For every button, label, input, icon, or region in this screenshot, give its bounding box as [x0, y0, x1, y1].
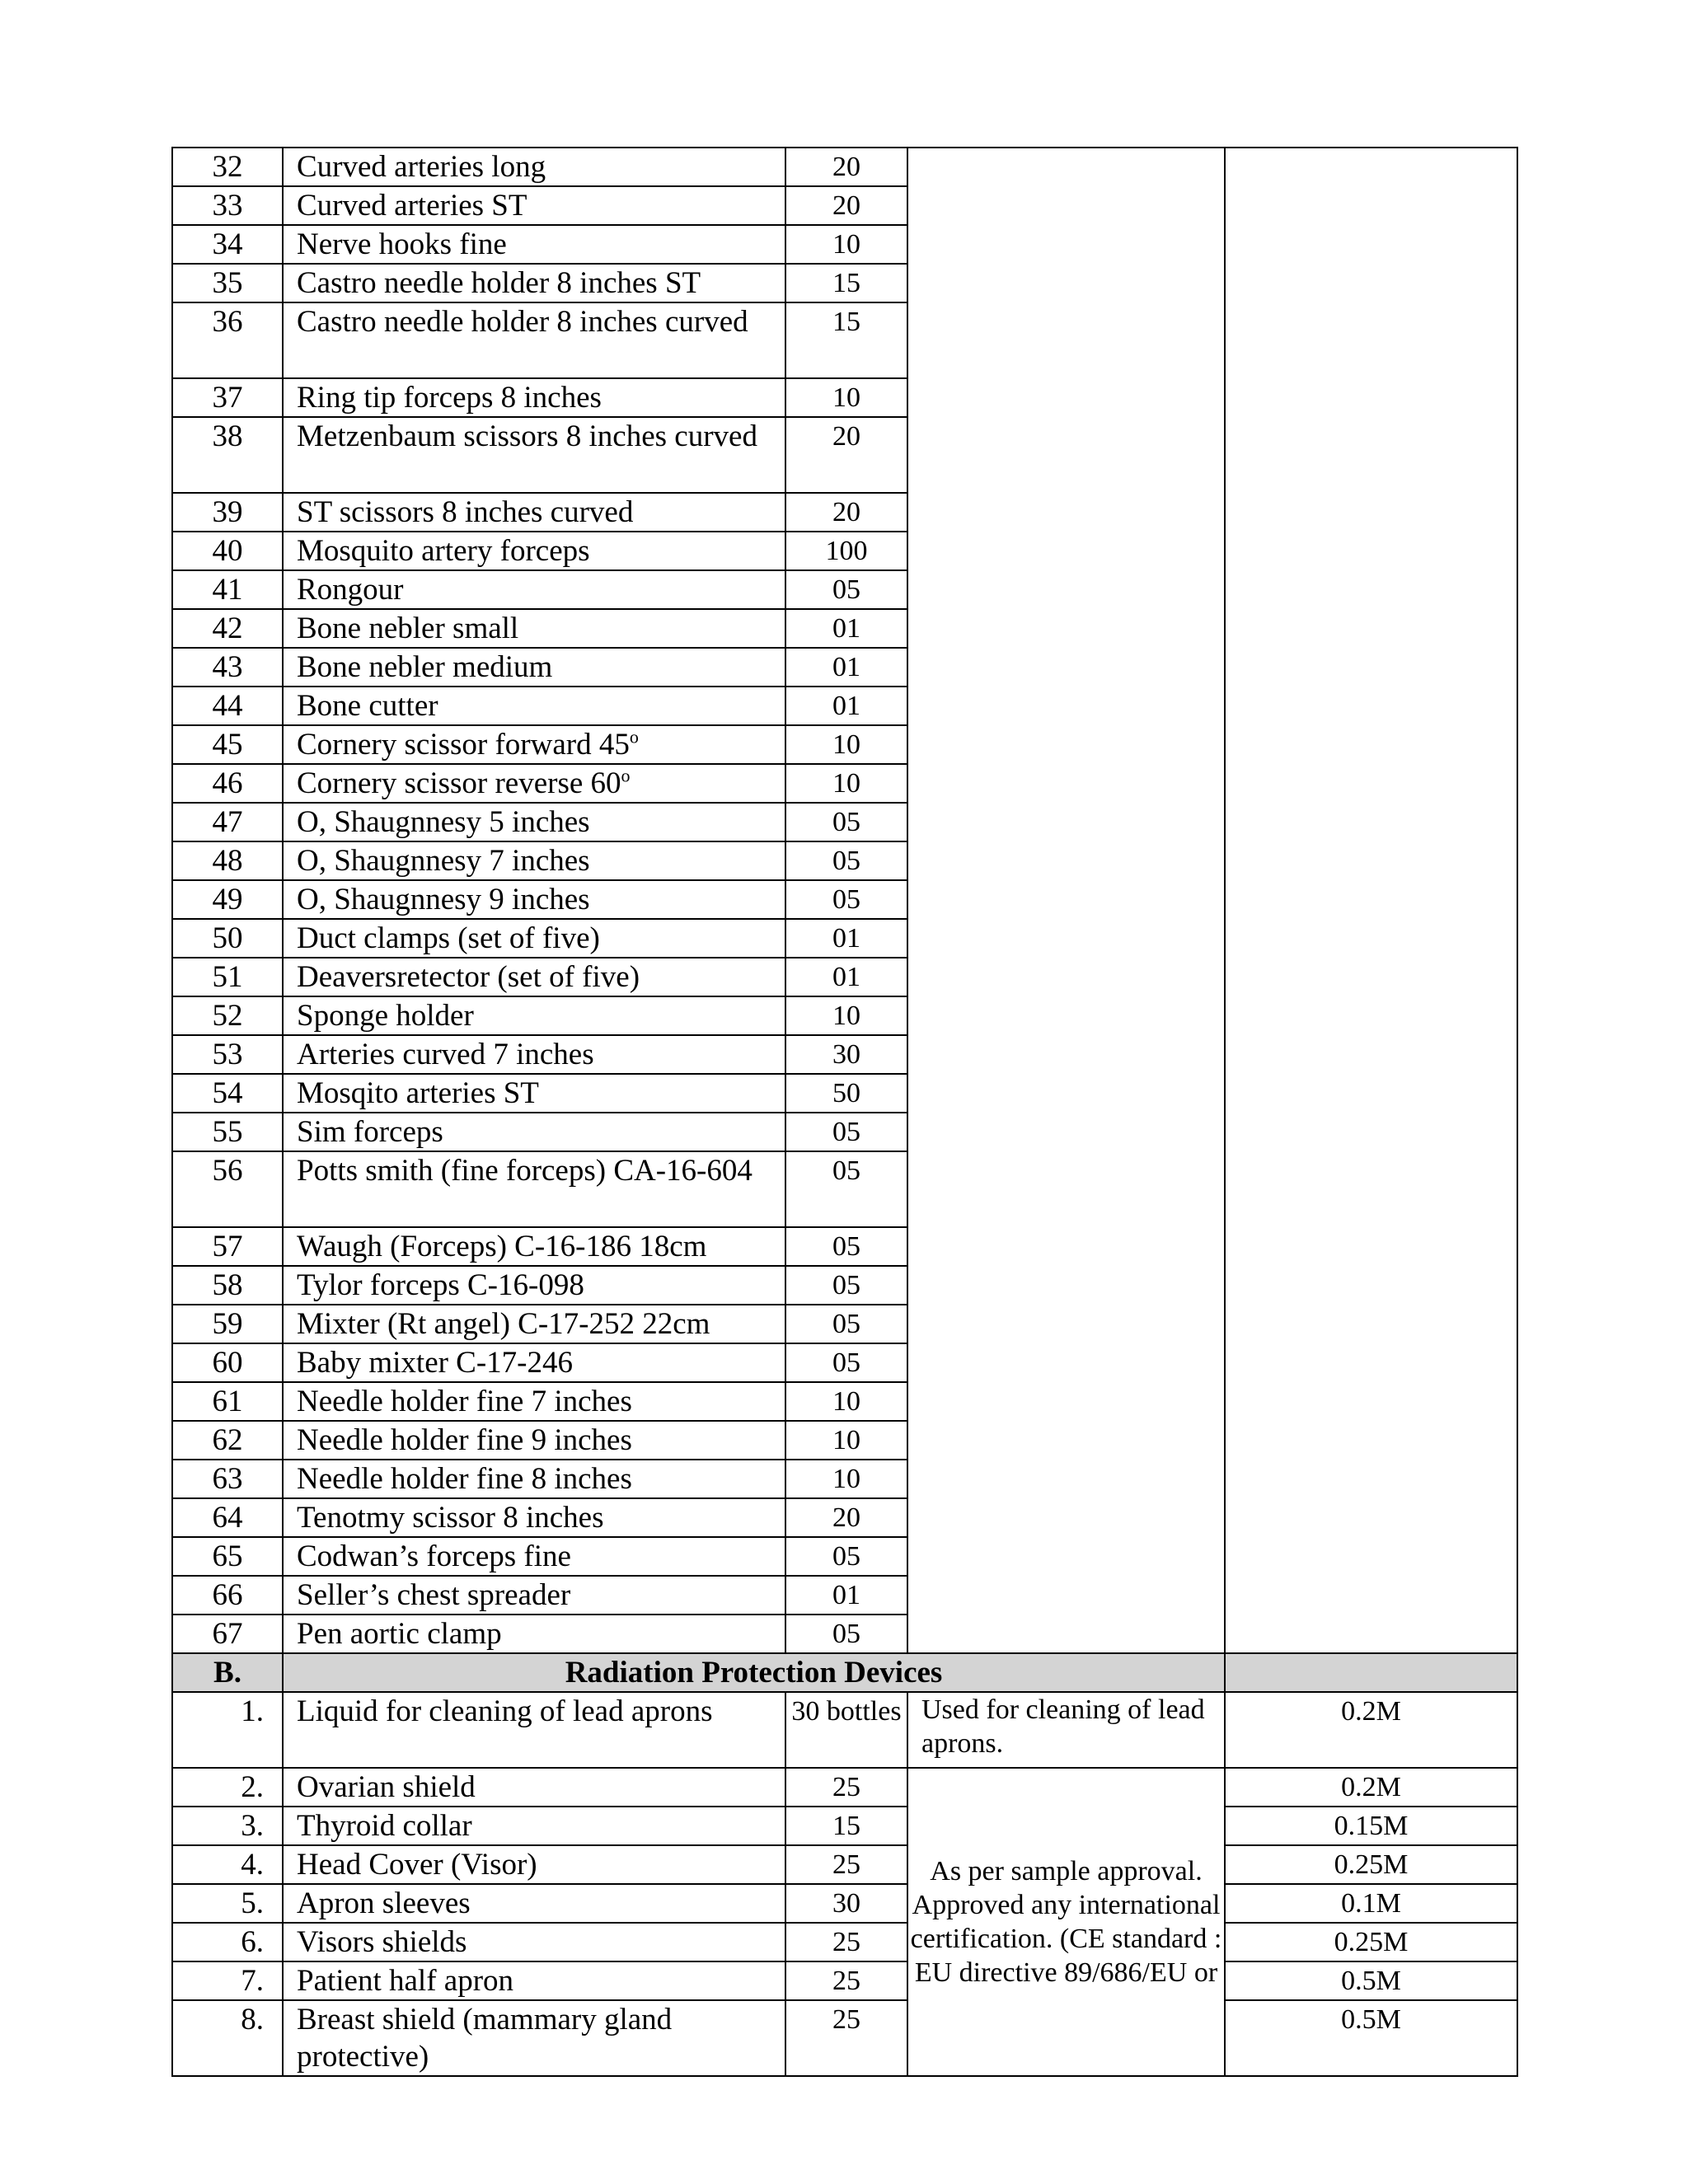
item-description: Potts smith (fine forceps) CA-16-604 — [283, 1151, 785, 1227]
item-number: 41 — [172, 570, 283, 609]
item-description: Rongour — [283, 570, 785, 609]
item-number: 4. — [172, 1845, 283, 1884]
item-description: O, Shaugnnesy 5 inches — [283, 803, 785, 841]
item-number: 49 — [172, 880, 283, 919]
section-header-row — [172, 1653, 1517, 1692]
item-number: 54 — [172, 1074, 283, 1113]
item-quantity: 01 — [785, 648, 907, 687]
item-description: Cornery scissor reverse 60$^o$ — [283, 764, 785, 803]
item-description: Baby mixter C-17-246 — [283, 1343, 785, 1382]
item-description: Bone nebler medium — [283, 648, 785, 687]
item-quantity: 05 — [785, 1227, 907, 1266]
section-title: Radiation Protection Devices — [283, 1653, 1225, 1692]
item-description: Bone nebler small — [283, 609, 785, 648]
item-number: 48 — [172, 841, 283, 880]
item-number: 60 — [172, 1343, 283, 1382]
item-description: Breast shield (mammary gland protective) — [283, 2000, 785, 2076]
section-b-body — [172, 1692, 1517, 2076]
section-a-body — [172, 148, 1517, 1653]
item-description: Curved arteries long — [283, 148, 785, 186]
item-quantity: 01 — [785, 958, 907, 996]
item-number: 50 — [172, 919, 283, 958]
item-number: 45 — [172, 725, 283, 764]
item-quantity: 01 — [785, 687, 907, 725]
item-quantity: 20 — [785, 186, 907, 225]
item-quantity: 20 — [785, 148, 907, 186]
item-quantity: 05 — [785, 1113, 907, 1151]
item-description: Tenotmy scissor 8 inches — [283, 1498, 785, 1537]
item-description: Apron sleeves — [283, 1884, 785, 1923]
item-number: 63 — [172, 1460, 283, 1498]
item-quantity: 25 — [785, 1923, 907, 1961]
table-row — [172, 1961, 1517, 2000]
item-description: Visors shields — [283, 1923, 785, 1961]
item-description: Mixter (Rt angel) C-17-252 22cm — [283, 1305, 785, 1343]
item-number: 6. — [172, 1923, 283, 1961]
item-description: Thyroid collar — [283, 1807, 785, 1845]
item-quantity: 15 — [785, 302, 907, 378]
item-number: 66 — [172, 1576, 283, 1615]
item-number: 51 — [172, 958, 283, 996]
shared-specification: As per sample approval. Approved any international certification. (CE standard : EU directive 89/686/EU or — [907, 1768, 1225, 2076]
item-quantity: 30 — [785, 1884, 907, 1923]
item-price: 0.25M — [1225, 1845, 1517, 1884]
item-quantity: 05 — [785, 570, 907, 609]
item-number: 65 — [172, 1537, 283, 1576]
item-description: Ovarian shield — [283, 1768, 785, 1807]
item-number: 40 — [172, 532, 283, 570]
item-description: Mosquito artery forceps — [283, 532, 785, 570]
table-row — [172, 1692, 1517, 1768]
table-row — [172, 1768, 1517, 1807]
item-description: Pen aortic clamp — [283, 1615, 785, 1653]
item-number: 53 — [172, 1035, 283, 1074]
item-quantity: 30 — [785, 1035, 907, 1074]
item-description: O, Shaugnnesy 7 inches — [283, 841, 785, 880]
item-quantity: 25 — [785, 2000, 907, 2076]
item-quantity: 50 — [785, 1074, 907, 1113]
item-description: Curved arteries ST — [283, 186, 785, 225]
item-quantity: 15 — [785, 264, 907, 302]
item-description: Waugh (Forceps) C-16-186 18cm — [283, 1227, 785, 1266]
item-description: Deaversretector (set of five) — [283, 958, 785, 996]
item-description: Needle holder fine 9 inches — [283, 1421, 785, 1460]
item-description: Needle holder fine 7 inches — [283, 1382, 785, 1421]
section-b-header — [172, 1653, 1517, 1692]
item-description: Needle holder fine 8 inches — [283, 1460, 785, 1498]
item-quantity: 20 — [785, 493, 907, 532]
item-quantity: 10 — [785, 225, 907, 264]
item-quantity: 05 — [785, 1151, 907, 1227]
section-letter: B. — [172, 1653, 283, 1692]
item-description: O, Shaugnnesy 9 inches — [283, 880, 785, 919]
item-description: Cornery scissor forward 45$^o$ — [283, 725, 785, 764]
spec-cell-empty — [907, 148, 1225, 1653]
item-number: 55 — [172, 1113, 283, 1151]
item-description: Arteries curved 7 inches — [283, 1035, 785, 1074]
item-number: 42 — [172, 609, 283, 648]
item-quantity: 05 — [785, 880, 907, 919]
item-number: 43 — [172, 648, 283, 687]
item-quantity: 01 — [785, 919, 907, 958]
item-number: 39 — [172, 493, 283, 532]
table-row — [172, 1884, 1517, 1923]
item-number: 33 — [172, 186, 283, 225]
item-price: 0.2M — [1225, 1768, 1517, 1807]
items-table — [171, 147, 1518, 2077]
table-row — [172, 1807, 1517, 1845]
item-price: 0.5M — [1225, 2000, 1517, 2076]
item-number: 59 — [172, 1305, 283, 1343]
item-specification: Used for cleaning of lead aprons. — [907, 1692, 1225, 1768]
item-quantity: 05 — [785, 803, 907, 841]
item-description: Nerve hooks fine — [283, 225, 785, 264]
item-quantity: 10 — [785, 725, 907, 764]
item-quantity: 01 — [785, 609, 907, 648]
item-number: 38 — [172, 417, 283, 493]
item-quantity: 05 — [785, 1305, 907, 1343]
item-description: Sponge holder — [283, 996, 785, 1035]
table-row — [172, 1923, 1517, 1961]
item-price: 0.2M — [1225, 1692, 1517, 1768]
item-quantity: 05 — [785, 1343, 907, 1382]
item-description: Patient half apron — [283, 1961, 785, 2000]
item-description: Head Cover (Visor) — [283, 1845, 785, 1884]
item-number: 2. — [172, 1768, 283, 1807]
item-quantity: 01 — [785, 1576, 907, 1615]
item-description: Tylor forceps C-16-098 — [283, 1266, 785, 1305]
item-description: Castro needle holder 8 inches curved — [283, 302, 785, 378]
item-number: 47 — [172, 803, 283, 841]
price-cell-empty — [1225, 148, 1517, 1653]
item-quantity: 05 — [785, 1537, 907, 1576]
section-blank-cell — [1225, 1653, 1517, 1692]
item-description: Liquid for cleaning of lead aprons — [283, 1692, 785, 1768]
item-quantity: 100 — [785, 532, 907, 570]
item-description: Bone cutter — [283, 687, 785, 725]
item-number: 58 — [172, 1266, 283, 1305]
item-description: Castro needle holder 8 inches ST — [283, 264, 785, 302]
item-price: 0.25M — [1225, 1923, 1517, 1961]
item-quantity: 25 — [785, 1768, 907, 1807]
item-number: 7. — [172, 1961, 283, 2000]
item-description: Ring tip forceps 8 inches — [283, 378, 785, 417]
degree-superscript: o — [629, 726, 639, 748]
table-row — [172, 2000, 1517, 2076]
item-number: 64 — [172, 1498, 283, 1537]
item-description: Seller’s chest spreader — [283, 1576, 785, 1615]
item-description: Metzenbaum scissors 8 inches curved — [283, 417, 785, 493]
item-description: ST scissors 8 inches curved — [283, 493, 785, 532]
item-price: 0.5M — [1225, 1961, 1517, 2000]
item-quantity: 05 — [785, 1615, 907, 1653]
item-quantity: 10 — [785, 1382, 907, 1421]
item-number: 8. — [172, 2000, 283, 2076]
item-quantity: 05 — [785, 841, 907, 880]
item-number: 44 — [172, 687, 283, 725]
item-number: 1. — [172, 1692, 283, 1768]
item-number: 37 — [172, 378, 283, 417]
item-quantity: 20 — [785, 417, 907, 493]
item-description: Mosqito arteries ST — [283, 1074, 785, 1113]
item-number: 61 — [172, 1382, 283, 1421]
item-description: Sim forceps — [283, 1113, 785, 1151]
item-number: 56 — [172, 1151, 283, 1227]
item-number: 5. — [172, 1884, 283, 1923]
item-number: 34 — [172, 225, 283, 264]
item-number: 36 — [172, 302, 283, 378]
item-quantity: 25 — [785, 1961, 907, 2000]
item-quantity: 10 — [785, 764, 907, 803]
item-quantity: 10 — [785, 996, 907, 1035]
table-row — [172, 1845, 1517, 1884]
item-number: 46 — [172, 764, 283, 803]
item-number: 57 — [172, 1227, 283, 1266]
item-price: 0.1M — [1225, 1884, 1517, 1923]
item-number: 35 — [172, 264, 283, 302]
item-quantity: 05 — [785, 1266, 907, 1305]
item-number: 62 — [172, 1421, 283, 1460]
item-description: Duct clamps (set of five) — [283, 919, 785, 958]
item-quantity: 25 — [785, 1845, 907, 1884]
item-price: 0.15M — [1225, 1807, 1517, 1845]
item-number: 52 — [172, 996, 283, 1035]
item-number: 3. — [172, 1807, 283, 1845]
item-number: 32 — [172, 148, 283, 186]
item-description: Codwan’s forceps fine — [283, 1537, 785, 1576]
item-quantity: 10 — [785, 1460, 907, 1498]
item-quantity: 15 — [785, 1807, 907, 1845]
item-quantity: 10 — [785, 1421, 907, 1460]
item-quantity: 20 — [785, 1498, 907, 1537]
item-quantity: 30 bottles — [785, 1692, 907, 1768]
item-quantity: 10 — [785, 378, 907, 417]
item-number: 67 — [172, 1615, 283, 1653]
table-row — [172, 148, 1517, 186]
degree-superscript: o — [621, 765, 631, 786]
